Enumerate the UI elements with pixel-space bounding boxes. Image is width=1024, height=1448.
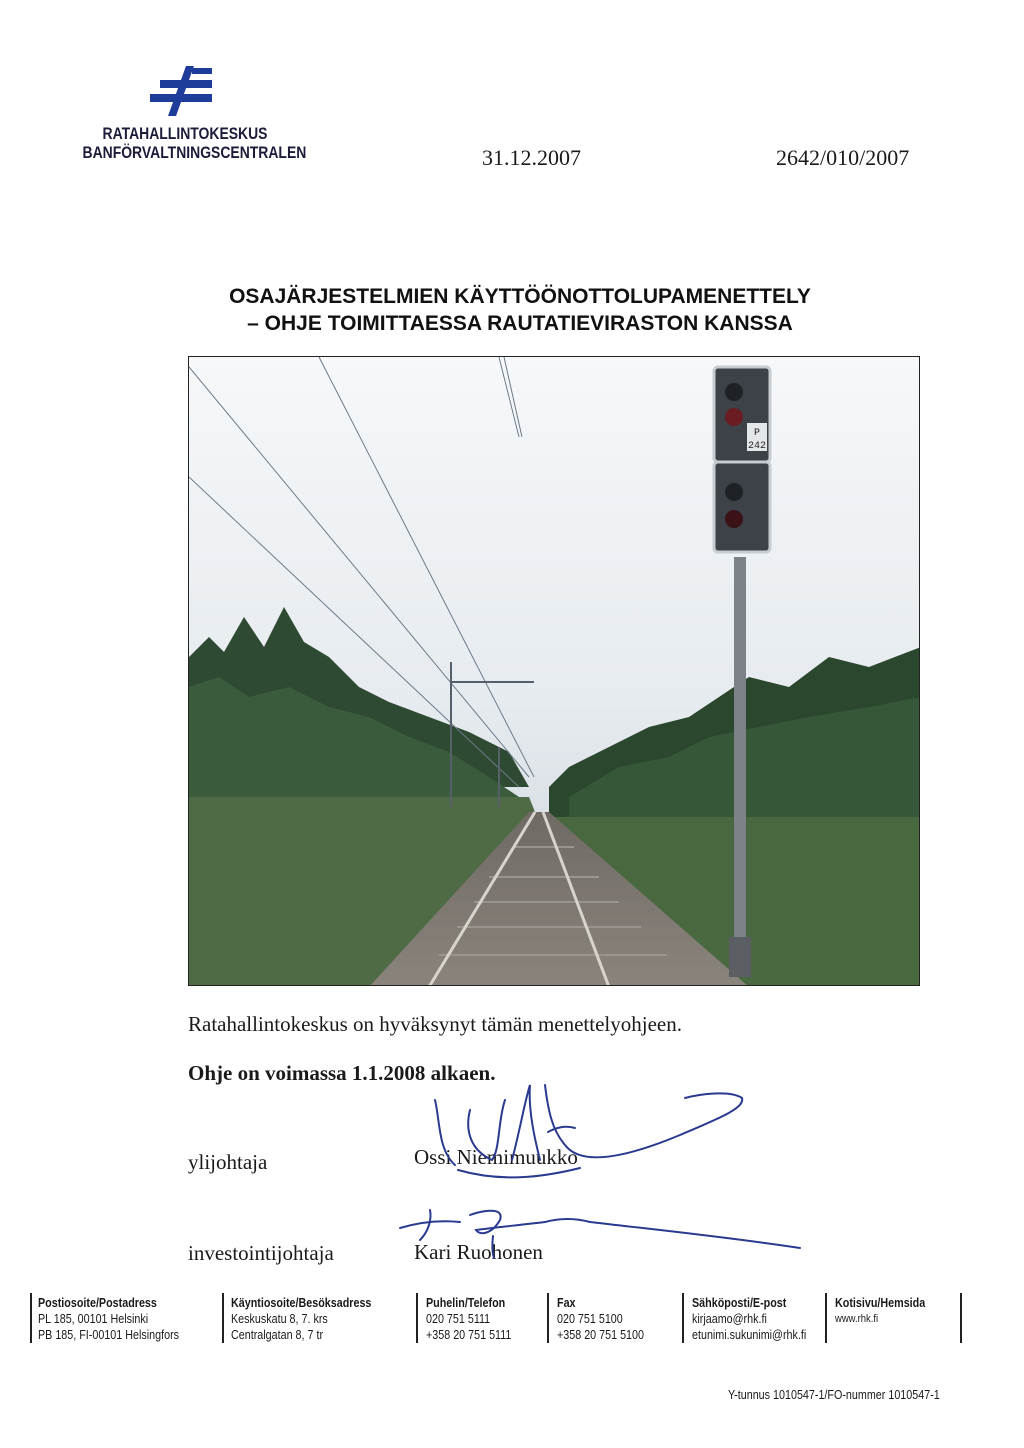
footer-heading: Kotisivu/Hemsida: [835, 1296, 926, 1310]
footer-fax: [557, 1295, 644, 1343]
footer-website: [835, 1295, 925, 1327]
business-id: Y-tunnus 1010547-1/FO-nummer 1010547-1: [728, 1388, 940, 1402]
footer-line: 020 751 5111: [426, 1312, 491, 1326]
validity-statement: Ohje on voimassa 1.1.2008 alkaen.: [188, 1061, 496, 1085]
footer-postal-address: [38, 1295, 179, 1343]
railway-signal-photo: [188, 356, 920, 986]
footer-line: Keskuskatu 8, 7. krs: [231, 1312, 328, 1326]
footer-divider: [416, 1293, 418, 1343]
footer-divider: [30, 1293, 32, 1343]
signatory-name-2: Kari Ruohonen: [414, 1240, 543, 1264]
organization-name-sv: BANFÖRVALTNINGSCENTRALEN: [82, 143, 307, 162]
footer-line: PL 185, 00101 Helsinki: [38, 1312, 149, 1326]
footer-line: 020 751 5100: [557, 1312, 623, 1326]
footer-heading: Postiosoite/Postadress: [38, 1296, 157, 1310]
footer-website-link[interactable]: www.rhk.fi: [835, 1313, 879, 1325]
signatory-role-1: ylijohtaja: [188, 1150, 268, 1174]
footer-divider: [547, 1293, 549, 1343]
rhk-logo-icon: [148, 66, 218, 116]
footer-divider: [222, 1293, 224, 1343]
footer-visiting-address: [231, 1295, 371, 1343]
title-line-2: – OHJE TOIMITTAESSA RAUTATIEVIRASTON KANSSA: [247, 312, 793, 335]
footer-email-link[interactable]: kirjaamo@rhk.fi: [692, 1312, 767, 1326]
approval-statement: Ratahallintokeskus on hyväksynyt tämän menettelyohjeen.: [188, 1012, 682, 1036]
footer-heading: Fax: [557, 1296, 576, 1310]
signatory-name-1: Ossi Niemimuukko: [414, 1145, 578, 1169]
signal-plate-line-2: 242: [747, 441, 767, 452]
footer-phone: [426, 1295, 511, 1343]
signal-plate-line-1: P: [753, 428, 761, 439]
organization-name-fi: RATAHALLINTOKESKUS: [102, 124, 268, 143]
signatory-role-2: investointijohtaja: [188, 1241, 334, 1265]
footer-heading: Sähköposti/E-post: [692, 1296, 787, 1310]
footer-line: PB 185, FI-00101 Helsingfors: [38, 1328, 180, 1342]
footer-heading: Käyntiosoite/Besöksadress: [231, 1296, 372, 1310]
document-date: 31.12.2007: [482, 145, 581, 170]
footer-divider: [960, 1293, 962, 1343]
organization-name: [82, 124, 307, 162]
footer-heading: Puhelin/Telefon: [426, 1296, 506, 1310]
document-number: 2642/010/2007: [776, 145, 910, 170]
footer-divider: [825, 1293, 827, 1343]
footer-divider: [682, 1293, 684, 1343]
footer-line: +358 20 751 5100: [557, 1328, 644, 1342]
title-line-1: OSAJÄRJESTELMIEN KÄYTTÖÖNOTTOLUPAMENETTELY: [229, 285, 811, 308]
footer-line: Centralgatan 8, 7 tr: [231, 1328, 324, 1342]
document-title: [150, 283, 890, 337]
footer-line: +358 20 751 5111: [426, 1328, 512, 1342]
footer-email: [692, 1295, 806, 1343]
footer-line: etunimi.sukunimi@rhk.fi: [692, 1328, 807, 1342]
